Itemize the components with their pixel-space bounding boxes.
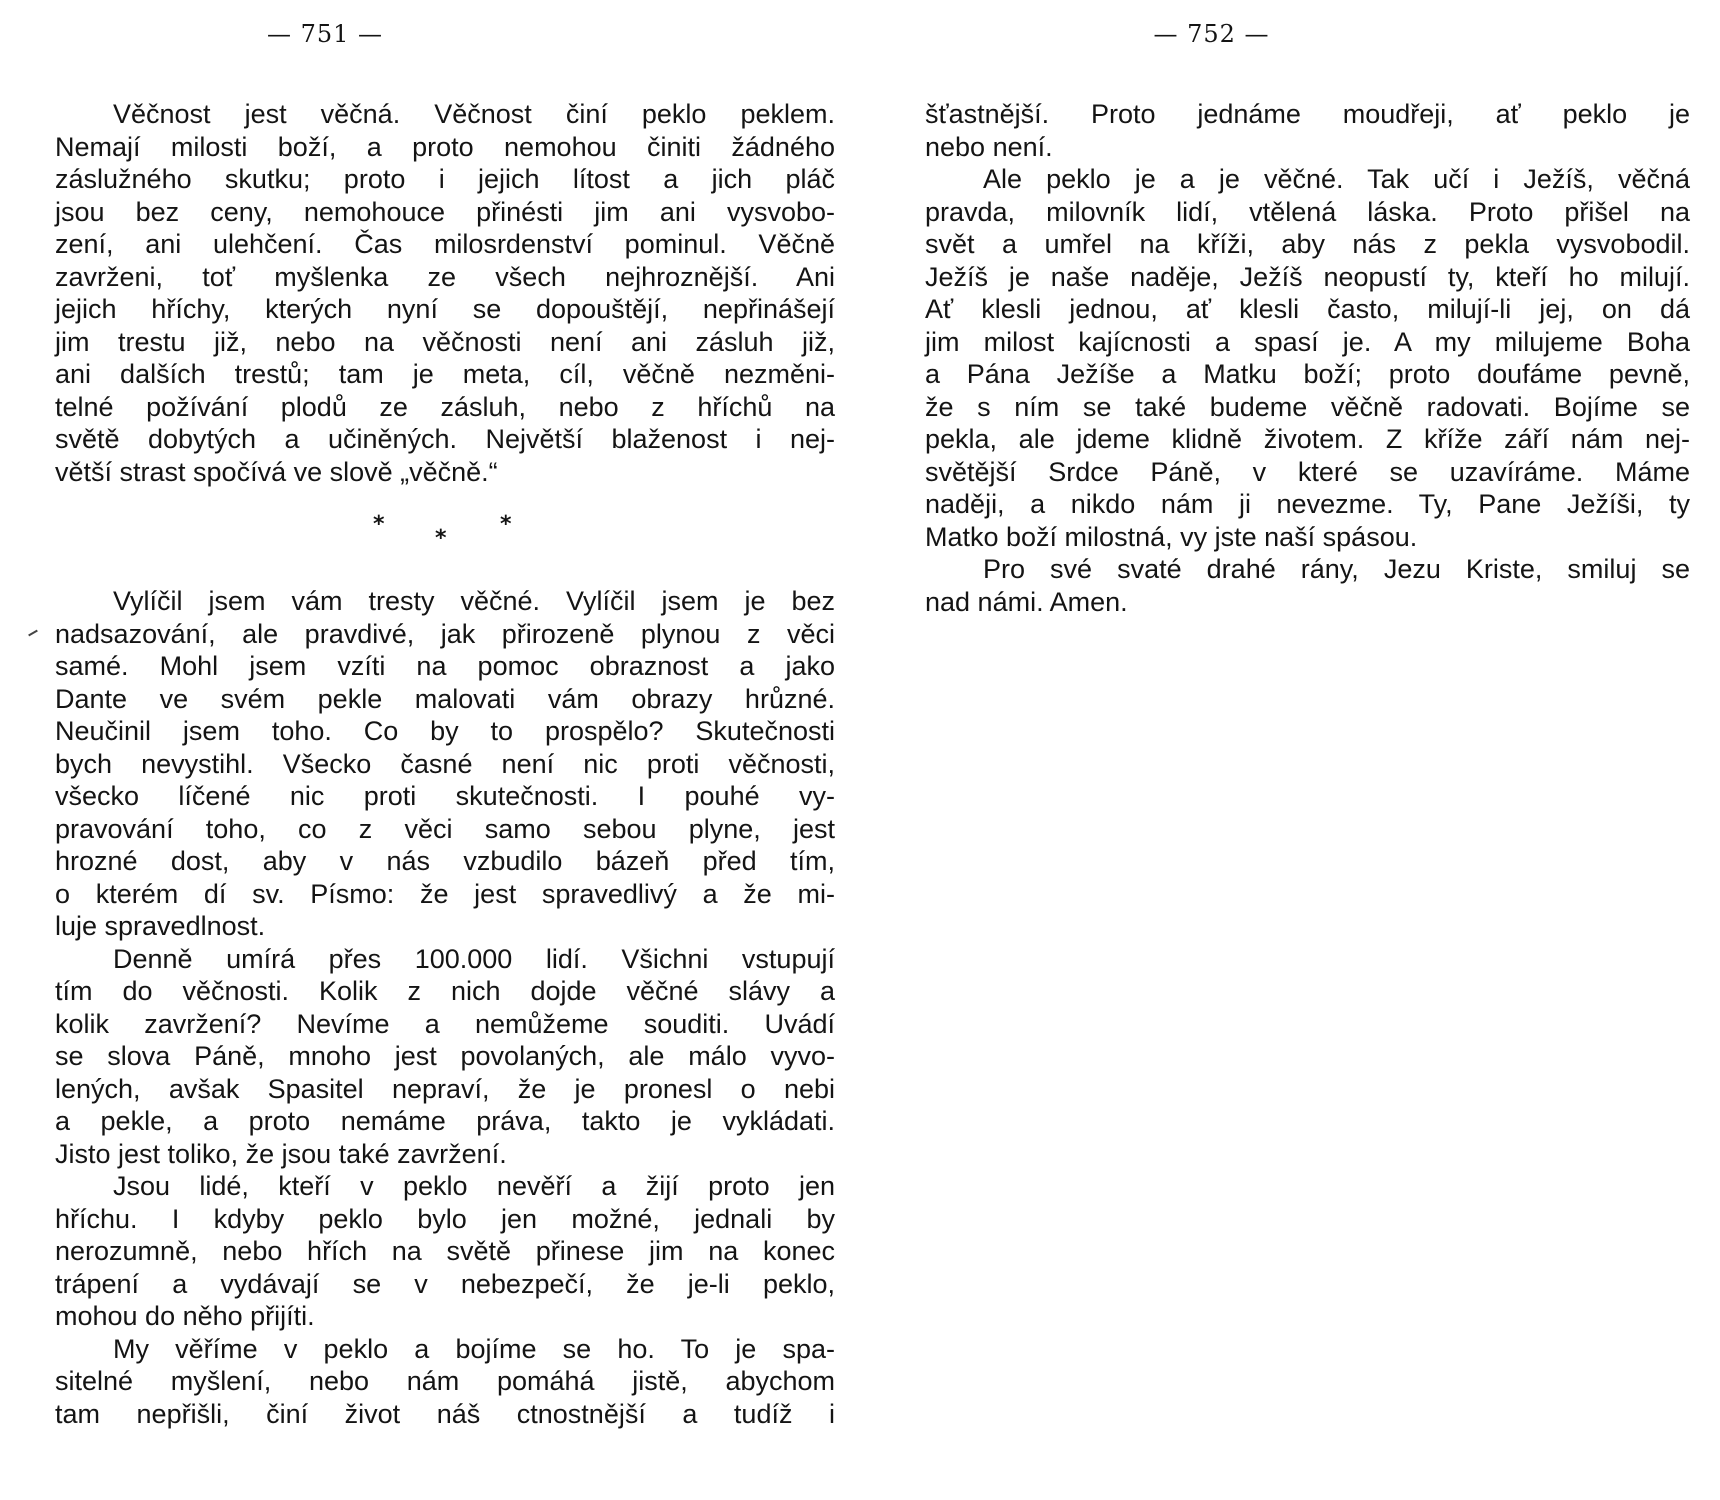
- paragraph: [925, 163, 1690, 553]
- text-line: Ježíš je naše naděje, Ježíš neopustí ty, kteří ho milují.: [925, 261, 1690, 292]
- paragraph: [925, 98, 1690, 163]
- text-line: samé. Mohl jsem vzíti na pomoc obraznost a jako: [55, 651, 835, 681]
- text-line: zavrženi, toť myšlenka ze všech nejhroznější. Ani: [55, 261, 835, 292]
- text-line: světější Srdce Páně, v které se uzavíráme. Máme: [925, 456, 1690, 487]
- text-line: hříchu. I kdyby peklo bylo jen možné, jednali by: [55, 1203, 835, 1234]
- text-line: Ale peklo je a je věčné. Tak učí i Ježíš, věčná: [983, 164, 1690, 194]
- text-line: tam nepřišli, činí život náš ctnostnější a tudíž i: [55, 1398, 835, 1429]
- text-line: mohou do něho přijíti.: [55, 1301, 315, 1331]
- text-line: že s ním se také budeme věčně radovati. Bojíme se: [925, 391, 1690, 422]
- paragraph: [55, 585, 835, 943]
- text-line: větší strast spočívá ve slově „věčně.“: [55, 456, 498, 487]
- asterisk: *: [373, 512, 385, 537]
- paragraph: [925, 553, 1690, 618]
- text-line: luje spravedlnost.: [55, 911, 266, 941]
- text-line: Dante ve svém pekle malovati vám obrazy hrůzné.: [55, 683, 835, 714]
- text-line: nad námi. Amen.: [925, 586, 1128, 617]
- text-line: světě dobytých a učiněných. Největší blaženost i nej-: [55, 424, 835, 454]
- text-line: trápení a vydávají se v nebezpečí, že je-li peklo,: [55, 1268, 835, 1299]
- paragraph: [55, 1170, 835, 1333]
- text-line: pravda, milovník lidí, vtělená láska. Proto přišel na: [925, 196, 1690, 227]
- text-line: se slova Páně, mnoho jest povolaných, ale málo vyvo-: [55, 1041, 835, 1071]
- text-line: ani dalších trestů; tam je meta, cíl, věčně nezměni-: [55, 359, 835, 389]
- text-line: pravování toho, co z věci samo sebou plyne, jest: [55, 813, 835, 844]
- text-line: Pro své svaté drahé rány, Jezu Kriste, smiluj se: [983, 554, 1690, 584]
- text-line: Ať klesli jednou, ať klesli často, milují-li jej, on dá: [925, 294, 1690, 324]
- page-number-right: — 752 —: [1153, 20, 1270, 48]
- margin-mark: [28, 630, 38, 637]
- text-line: nebo není.: [925, 131, 1053, 162]
- text-line: šťastnější. Proto jednáme moudřeji, ať peklo je: [925, 99, 1690, 129]
- text-line: hrozné dost, aby v nás vzbudilo bázeň před tím,: [55, 846, 835, 876]
- text-line: nadsazování, ale pravdivé, jak přirozeně plynou z věci: [55, 618, 835, 649]
- text-line: jim trestu již, nebo na věčnosti není ani zásluh již,: [55, 326, 835, 357]
- text-line: Neučinil jsem toho. Co by to prospělo? Skutečnosti: [55, 716, 835, 746]
- text-line: všecko líčené nic proti skutečnosti. I pouhé vy-: [55, 781, 835, 811]
- text-line: kolik zavržení? Nevíme a nemůžeme souditi. Uvádí: [55, 1008, 835, 1039]
- text-line: Denně umírá přes 100.000 lidí. Všichni vstupují: [113, 943, 835, 974]
- text-line: bych nevystihl. Všecko časné není nic proti věčnosti,: [55, 748, 835, 779]
- text-line: Vylíčil jsem vám tresty věčné. Vylíčil jsem je bez: [113, 586, 835, 616]
- text-line: pekla, ale jdeme klidně životem. Z kříže září nám nej-: [925, 424, 1690, 454]
- text-line: My věříme v peklo a bojíme se ho. To je spa-: [113, 1333, 835, 1364]
- page-number-left: — 751 —: [266, 20, 384, 48]
- text-line: Matko boží milostná, vy jste naší spásou.: [925, 521, 1418, 552]
- text-line: záslužného skutku; proto i jejich lítost a jich pláč: [55, 164, 835, 194]
- text-line: nerozumně, nebo hřích na světě přinese jim na konec: [55, 1236, 835, 1266]
- paragraph: [55, 1333, 835, 1431]
- text-line: o kterém dí sv. Písmo: že jest spravedlivý a že mi-: [55, 878, 835, 909]
- text-line: jsou bez ceny, nemohouce přinésti jim ani vysvobo-: [55, 196, 835, 227]
- text-line: lených, avšak Spasitel nepraví, že je pronesl o nebi: [55, 1073, 835, 1104]
- text-line: naději, a nikdo nám ji nevezme. Ty, Pane Ježíši, ty: [925, 489, 1690, 519]
- text-line: a pekle, a proto nemáme práva, takto je vykládati.: [55, 1106, 835, 1136]
- left-text-bottom: [55, 585, 835, 1430]
- text-line: Jsou lidé, kteří v peklo nevěří a žijí proto jen: [113, 1171, 835, 1201]
- paragraph: [55, 98, 835, 488]
- asterisk: *: [500, 512, 512, 537]
- text-line: a Pána Ježíše a Matku boží; proto doufáme pevně,: [925, 359, 1690, 389]
- text-line: Jisto jest toliko, že jsou také zavržení.: [55, 1138, 507, 1169]
- text-line: zení, ani ulehčení. Čas milosrdenství pominul. Věčně: [55, 229, 835, 259]
- left-text-top: [55, 98, 835, 488]
- text-line: tím do věčnosti. Kolik z nich dojde věčné slávy a: [55, 976, 835, 1006]
- text-line: Nemají milosti boží, a proto nemohou činiti žádného: [55, 131, 835, 162]
- right-text: [925, 98, 1690, 618]
- text-line: telné požívání plodů ze zásluh, nebo z hříchů na: [55, 391, 835, 422]
- text-line: svět a umřel na kříži, aby nás z pekla vysvobodil.: [925, 229, 1690, 259]
- paragraph: [55, 943, 835, 1171]
- text-line: jim milost kajícnosti a spasí je. A my milujeme Boha: [925, 326, 1690, 357]
- text-line: sitelné myšlení, nebo nám pomáhá jistě, abychom: [55, 1366, 835, 1396]
- text-line: Věčnost jest věčná. Věčnost činí peklo peklem.: [113, 99, 835, 129]
- text-line: jejich hříchy, kterých nyní se dopouštějí, nepřinášejí: [55, 294, 835, 324]
- asterisk: *: [435, 526, 447, 551]
- section-separator: [55, 512, 835, 552]
